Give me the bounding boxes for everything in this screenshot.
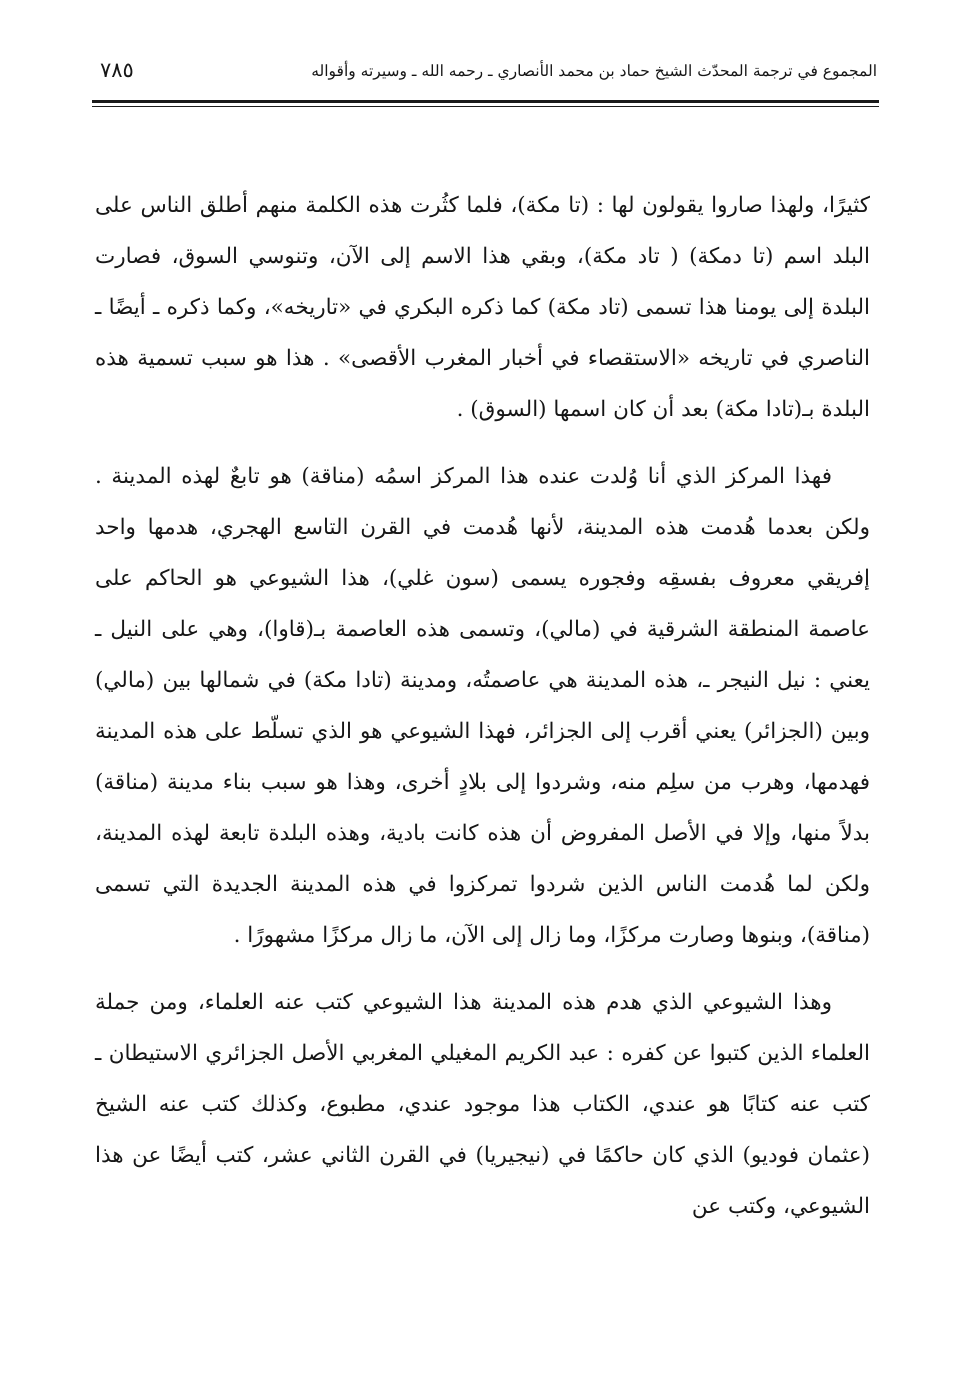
header-rule-thin — [92, 106, 879, 107]
paragraph-3-text: وهذا الشيوعي الذي هدم هذه المدينة هذا الشيوعي كتب عنه العلماء، ومن جملة العلماء الذين كتبوا عن كفره : عبد الكريم المغيلي المغربي الأصل الجزائري الاستيطان ـ كتب عنه كتابًا هو عندي، الكتاب هذا موجود عندي، مطبوع، وكذلك كتب عنه الشيخ (عثمان فوديو) الذي كان حاكمًا في (نيجيريا) في القرن الثاني عشر، كتب أيضًا عن هذا الشيوعي، وكتب عن — [95, 990, 870, 1219]
header-rule-thick — [92, 100, 879, 103]
paragraph-2 — [95, 451, 870, 961]
paragraph-1 — [95, 180, 870, 435]
running-title: المجموع في ترجمة المحدّث الشيخ حماد بن محمد الأنصاري ـ رحمه الله ـ وسيرته وأقواله — [311, 62, 877, 80]
page-number: ٧٨٥ — [100, 58, 134, 82]
paragraph-2-text: فهذا المركز الذي أنا وُلدت عنده هذا المركز اسمُه (مناقة) هو تابعٌ لهذه المدينة . ولكن بعدما هُدمت هذه المدينة، لأنها هُدمت في القرن التاسع الهجري، هدمها واحد إفريقي معروف بفسقِه وفجوره يسمى (سون غلي)، هذا الشيوعي هو الحاكم على عاصمة المنطقة الشرقية في (مالي)، وتسمى هذه العاصمة بـ(قاوا)، وهي على النيل ـ يعني : نيل النيجر ـ، هذه المدينة هي عاصمتُه، ومدينة (تادا مكة) في شمالها بين (مالي) وبين (الجزائر) يعني أقرب إلى الجزائر، فهذا الشيوعي هو الذي تسلّط على هذه المدينة فهدمها، وهرب من سلِم منه، وشردوا إلى بلادٍ أخرى، وهذا هو سبب بناء مدينة (مناقة) بدلاً منها، وإلا في الأصل المفروض أن هذه كانت بادية، وهذه البلدة تابعة لهذه المدينة، ولكن لما هُدمت الناس الذين شردوا تمركزوا في هذه المدينة الجديدة التي تسمى (مناقة)، وبنوها وصارت مركزًا، وما زال إلى الآن، ما زال مركزًا مشهورًا . — [95, 464, 870, 948]
paragraph-1-text: كثيرًا، ولهذا صاروا يقولون لها : (تا مكة)، فلما كثُرت هذه الكلمة منهم أطلق الناس على البلد اسم (تا دمكة) ( تاد مكة)، وبقي هذا الاسم إلى الآن، وتنوسي السوق، فصارت البلدة إلى يومنا هذا تسمى (تاد مكة) كما ذكره البكري في «تاريخه»، وكما ذكره ـ أيضًا ـ الناصري في تاريخه «الاستقصاء في أخبار المغرب الأقصى» . هذا هو سبب تسمية هذه البلدة بـ(تادا مكة) بعد أن كان اسمها (السوق) . — [95, 193, 870, 422]
running-header — [92, 58, 877, 92]
paragraph-3 — [95, 977, 870, 1232]
body-text — [95, 180, 870, 1232]
